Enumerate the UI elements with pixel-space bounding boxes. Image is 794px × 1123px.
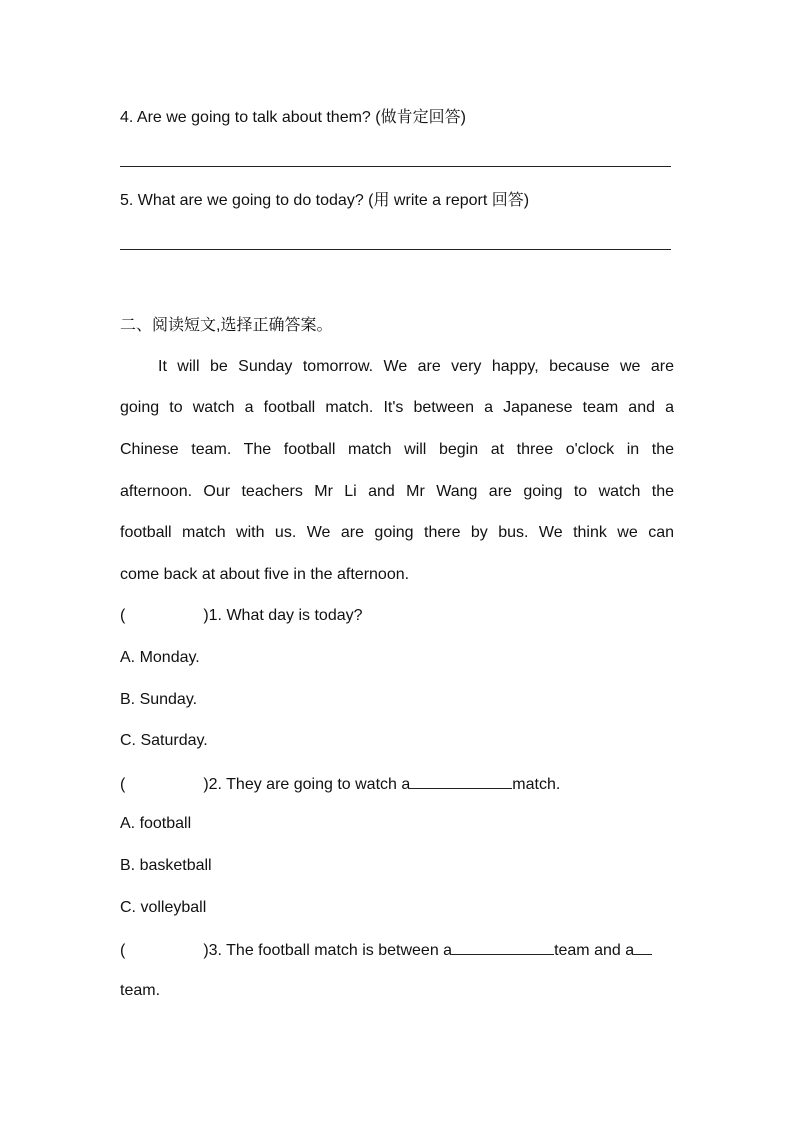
mc-stem-3b: team and a [554, 942, 635, 959]
passage-line-2: going to watch a football match. It's between a Japanese team and a [120, 399, 674, 416]
passage-line-1: It will be Sunday tomorrow. We are very happy, because we are [158, 358, 674, 375]
mc-question-3-continued: team. [120, 982, 161, 999]
mc-stem-2b: match. [512, 776, 561, 793]
fill-blank-2[interactable] [410, 773, 512, 789]
answer-paren-open: ( [120, 942, 126, 959]
mc-stem-3a: )3. The football match is between a [203, 942, 453, 959]
section-heading: 二、阅读短文,选择正确答案。 [120, 317, 333, 334]
passage-line-4: afternoon. Our teachers Mr Li and Mr Wang are going to watch the [120, 483, 674, 500]
passage-line-5: football match with us. We are going there by bus. We think we can [120, 524, 674, 541]
fill-blank-3a[interactable] [452, 939, 554, 955]
mc-question-1 [120, 606, 363, 626]
passage-line-3: Chinese team. The football match will begin at three o'clock in the [120, 441, 674, 458]
answer-line-5[interactable] [120, 249, 671, 250]
answer-paren-open: ( [120, 607, 126, 624]
question-4: 4. Are we going to talk about them? (做肯定回答) [120, 109, 466, 126]
mc-stem-2a: )2. They are going to watch a [203, 776, 411, 793]
mc-stem-1: )1. What day is today? [203, 607, 363, 624]
mc-2-option-c: C. volleyball [120, 899, 207, 916]
mc-1-option-b: B. Sunday. [120, 691, 198, 708]
mc-1-option-c: C. Saturday. [120, 732, 208, 749]
question-5: 5. What are we going to do today? (用 write a report 回答) [120, 192, 530, 209]
mc-2-option-b: B. basketball [120, 857, 212, 874]
answer-line-4[interactable] [120, 166, 671, 167]
answer-paren-open: ( [120, 776, 126, 793]
fill-blank-3b[interactable] [634, 939, 652, 955]
passage-line-6: come back at about five in the afternoon. [120, 566, 410, 583]
mc-2-option-a: A. football [120, 815, 192, 832]
mc-1-option-a: A. Monday. [120, 649, 200, 666]
mc-question-3 [120, 939, 652, 961]
mc-question-2 [120, 773, 560, 795]
